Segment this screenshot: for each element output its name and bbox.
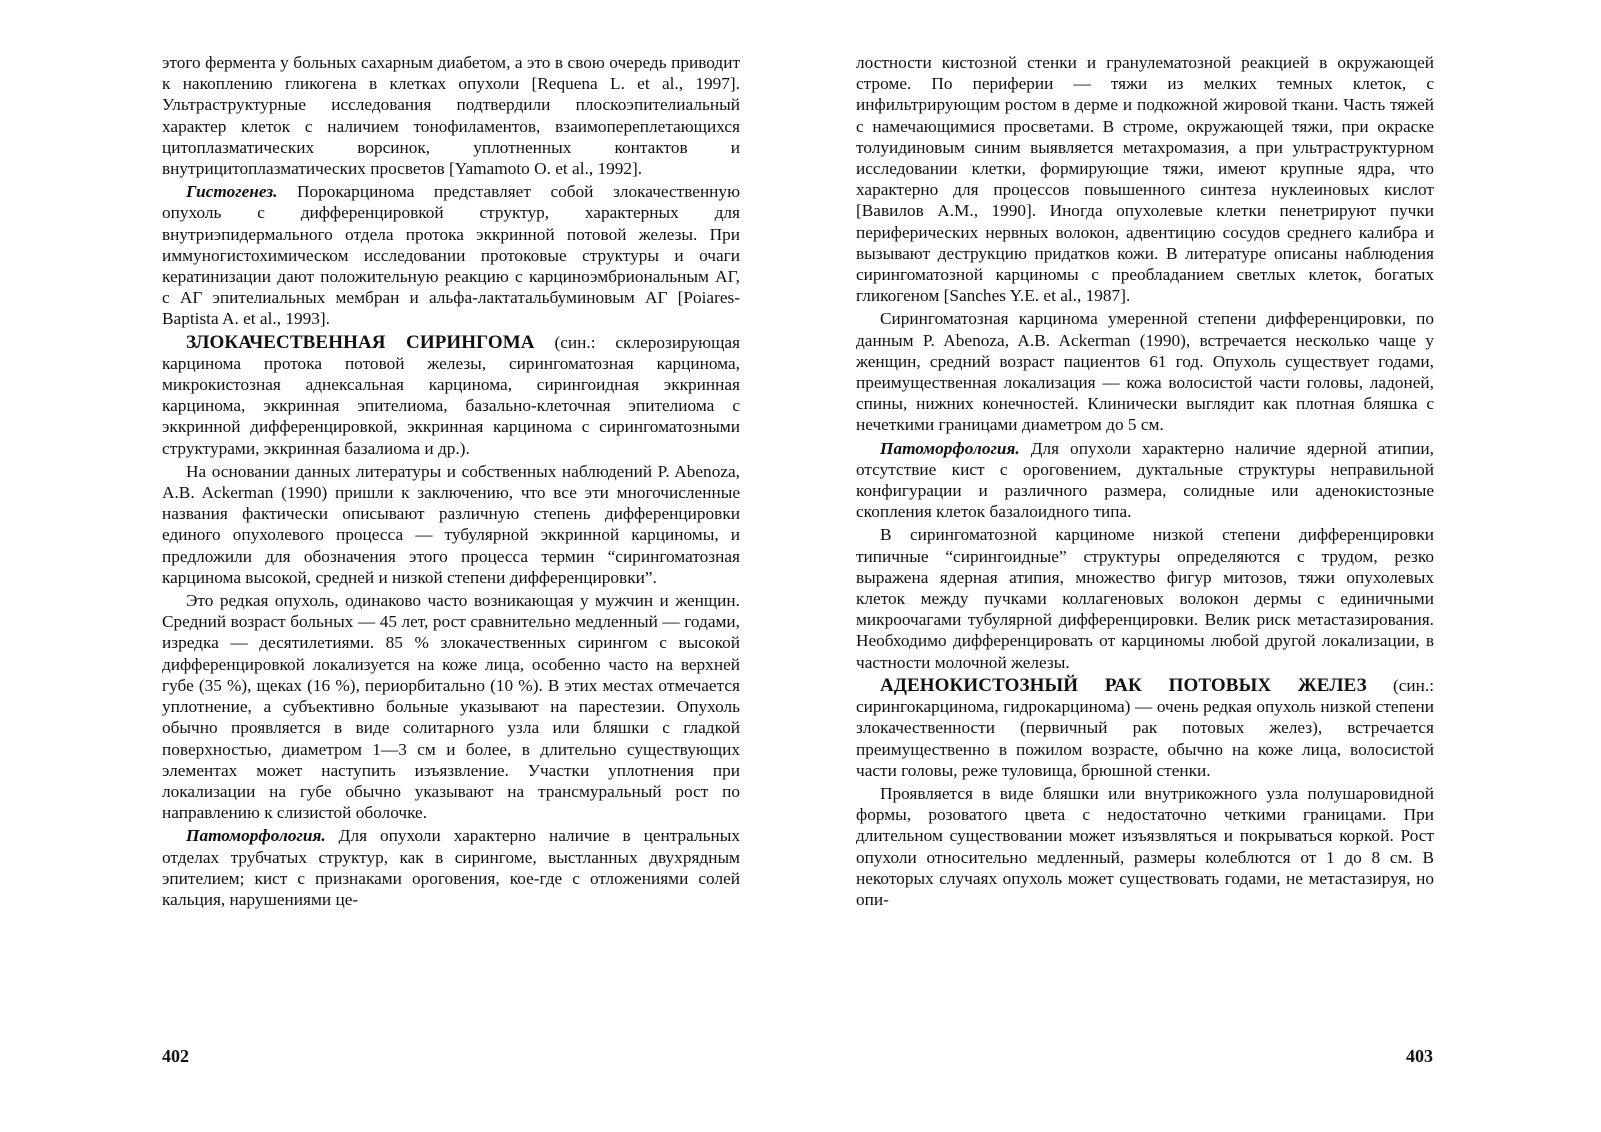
run-in-heading: Патоморфология.	[186, 826, 326, 846]
paragraph	[162, 332, 740, 459]
paragraph	[162, 590, 740, 823]
paragraph-text: На основании данных литературы и собственных наблюдений P. Abenoza, A.B. Ackerman (1990) пришли к заключению, что все эти многочисленные названия фактически описывают различную степень дифференцировки единого опухолевого процесса — тубулярной эккринной карциномы, и предложили для обозначения этого процесса термин “сирингоматозная карцинома высокой, средней и низкой степени дифференцировки”.	[162, 461, 740, 587]
paragraph-text: Для опухоли характерно наличие ядерной атипии, отсутствие кист с ороговением, дуктальные структуры неправильной конфигурации и различного размера, солидные или аденокистозные скопления клеток базалоидного типа.	[856, 438, 1434, 522]
paragraph-text: Это редкая опухоль, одинаково часто возникающая у мужчин и женщин. Средний возраст больных — 45 лет, рост сравнительно медленный — годами, изредка — десятилетиями. 85 % злокачественных сирингом с высокой дифференцировкой локализуется на коже лица, особенно часто на верхней губе (35 %), щеках (16 %), периорбитально (10 %). В этих местах отмечается уплотнение, а субъективно больные указывают на парестезии. Опухоль обычно проявляется в виде солитарного узла или бляшки с гладкой поверхностью, диаметром 1—3 см и более, в длительно существующих элементах может наступить изъязвление. Участки уплотнения при локализации на губе обычно указывают на трансмуральный рост по направлению к слизистой оболочке.	[162, 591, 740, 823]
paragraph	[856, 675, 1434, 781]
run-in-heading: Патоморфология.	[880, 438, 1020, 458]
paragraph	[162, 181, 740, 329]
paragraph-text: Для опухоли характерно наличие в центральных отделах трубчатых структур, как в сирингоме, выстланных двухрядным эпителием; кист с признаками ороговения, кое-где с отложениями солей кальция, нарушениями це-	[162, 826, 740, 909]
paragraph-text: Сирингоматозная карцинома умеренной степени дифференцировки, по данным P. Abenoza, A.B. Ackerman (1990), встречается несколько чаще у женщин, средний возраст пациентов 61 год. Опухоль существует годами, преимущественная локализация — кожа волосистой части головы, ладоней, спины, нижних конечностей. Клинически выглядит как плотная бляшка с нечеткими границами диаметром до 5 см.	[856, 309, 1434, 435]
paragraph	[856, 308, 1434, 435]
paragraph-text: (син.: сирингокарцинома, гидрокарцинома) — очень редкая опухоль низкой степени злокачественности (первичный рак потовых желез), встречается преимущественно в пожилом возрасте, обычно на коже лица, волосистой части головы, реже туловища, брюшной стенки.	[856, 675, 1434, 780]
section-heading: ЗЛОКАЧЕСТВЕННАЯ СИРИНГОМА	[186, 331, 535, 353]
paragraph	[856, 52, 1434, 306]
paragraph	[162, 52, 740, 179]
paragraph-text: (син.: склерозирующая карцинома протока потовой железы, сирингоматозная карцинома, микрокистозная аднексальная карцинома, сирингоидная эккринная карцинома, эккринная эпителиома, базально-клеточная эпителиома с эккринной дифференцировкой, эккринная карцинома с сирингоматозными структурами, эккринная базалиома и др.).	[162, 332, 740, 458]
paragraph-text: этого фермента у больных сахарным диабетом, а это в свою очередь приводит к накоплению гликогена в клетках опухоли [Requena L. et al., 1997]. Ультраструктурные исследования подтвердили плоскоэпителиальный характер клеток с наличием тонофиламентов, взаимопереплетающихся цитоплазматических ворсинок, уплотненных контактов и внутрицитоплазматических просветов [Yamamoto O. et al., 1992].	[162, 53, 740, 179]
paragraph	[856, 783, 1434, 910]
paragraph-text: лостности кистозной стенки и гранулематозной реакцией в окружающей строме. По периферии — тяжи из мелких темных клеток, с инфильтрирующим ростом в дерме и подкожной жировой ткани. Часть тяжей с намечающимися просветами. В строме, окружающей тяжи, при окраске толуидиновым синим выявляется метахромазия, а при ультраструктурном исследовании клетки, формирующие тяжи, имеют крупные ядра, что характерно для процессов повышенного синтеза нуклеиновых кислот [Вавилов А.М., 1990]. Иногда опухолевые клетки пенетрируют пучки периферических нервных волокон, адвентицию сосудов среднего калибра и вызывают деструкцию придатков кожи. В литературе описаны наблюдения сирингоматозной карциномы с преобладанием светлых клеток, богатых гликогеном [Sanches Y.E. et al., 1987].	[856, 53, 1434, 306]
paragraph	[856, 524, 1434, 672]
paragraph-text: В сирингоматозной карциноме низкой степени дифференцировки типичные “сирингоидные” структуры определяются с трудом, резко выражена ядерная атипия, множество фигур митозов, тяжи опухолевых клеток между пучками коллагеновых волокон дермы с единичными микроочагами тубулярной дифференцировки. Велик риск метастазирования. Необходимо дифференцировать от карциномы любой другой локализации, в частности молочной железы.	[856, 525, 1434, 672]
run-in-heading: Гистогенез.	[186, 182, 278, 202]
paragraph	[162, 461, 740, 588]
right-page	[856, 52, 1434, 910]
paragraph-text: Проявляется в виде бляшки или внутрикожного узла полушаровидной формы, розоватого цвета с недостаточно четкими границами. При длительном существовании может изъязвляться и покрываться коркой. Рост опухоли относительно медленный, размеры колеблются от 1 до 8 см. В некоторых случаях опухоль может существовать годами, не метастазируя, но опи-	[856, 783, 1434, 909]
paragraph-text: Порокарцинома представляет собой злокачественную опухоль с дифференцировкой структур, характерных для внутриэпидермального отдела протока эккринной потовой железы. При иммуногистохимическом исследовании протоковые структуры и очаги кератинизации дают положительную реакцию с карциноэмбриональным АГ, с АГ эпителиальных мембран и альфа-лактатальбуминовым АГ [Poiares-Baptista A. et al., 1993].	[162, 182, 740, 329]
paragraph	[162, 825, 740, 910]
page-number: 403	[1406, 1046, 1433, 1066]
paragraph	[856, 438, 1434, 523]
page-number: 402	[162, 1046, 189, 1066]
left-page	[162, 52, 740, 910]
section-heading: АДЕНОКИСТОЗНЫЙ РАК ПОТОВЫХ ЖЕЛЕЗ	[880, 674, 1367, 696]
